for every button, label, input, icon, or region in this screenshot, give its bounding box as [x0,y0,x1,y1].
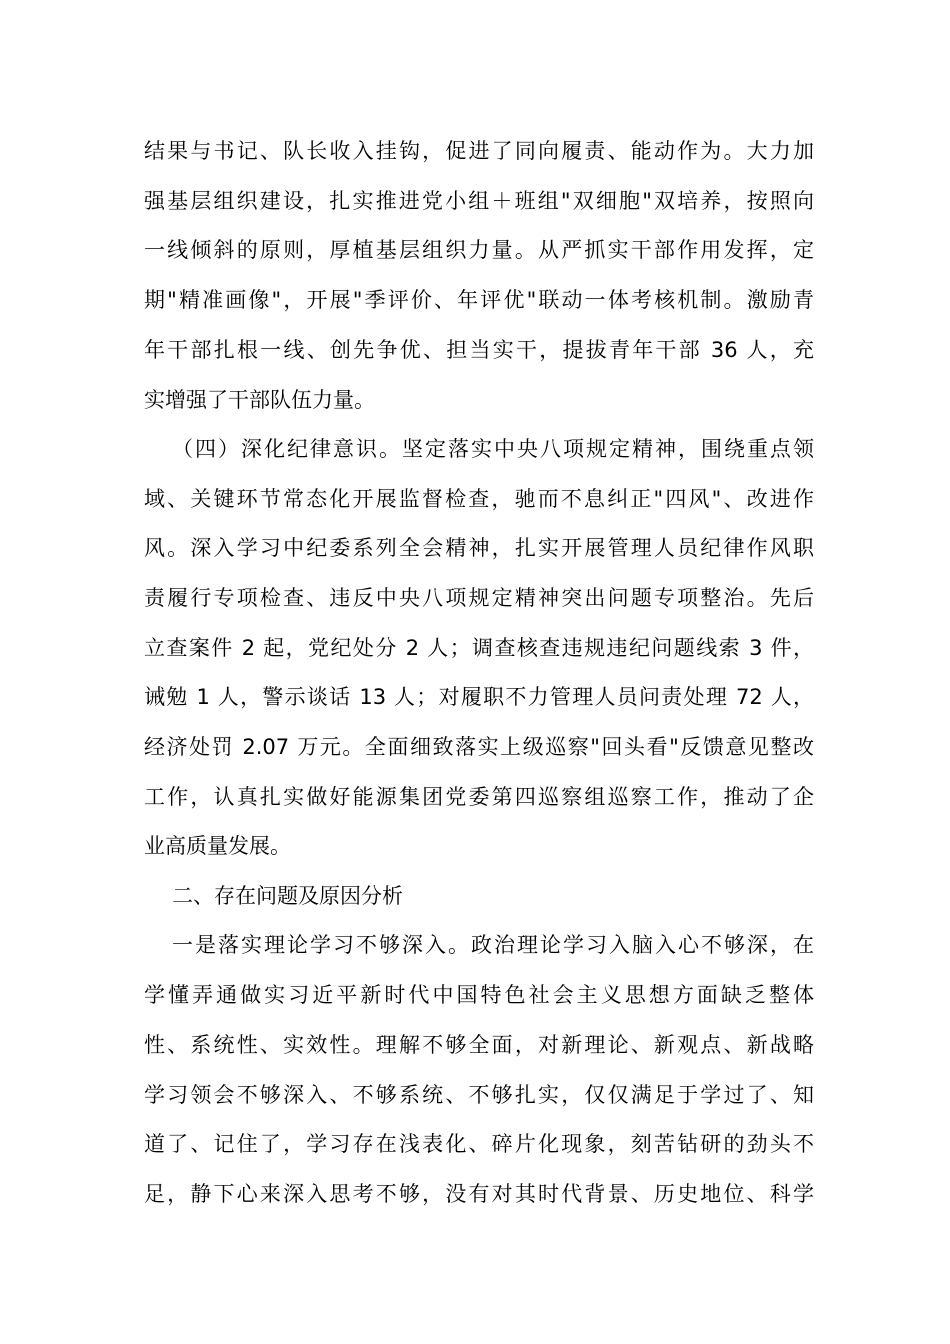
text-line: 一线倾斜的原则，厚植基层组织力量。从严抓实干部作用发挥，定 [144,238,814,262]
text-line: 足，静下心来深入思考不够，没有对其时代背景、历史地位、科学 [144,1182,814,1206]
text-line: 年干部扎根一线、创先争优、担当实干，提拔青年干部 36 人，充 [144,338,814,362]
text-line: 学懂弄通做实习近平新时代中国特色社会主义思想方面缺乏整体 [144,983,814,1007]
text-line: 期"精准画像"，开展"季评价、年评优"联动一体考核机制。激励青 [144,288,814,312]
text-line: 风。深入学习中纪委系列全会精神，扎实开展管理人员纪律作风职 [144,536,814,560]
text-line: 学习领会不够深入、不够系统、不够扎实，仅仅满足于学过了、知 [144,1083,814,1107]
text-line: 责履行专项检查、违反中央八项规定精神突出问题专项整治。先后 [144,586,814,610]
text-line: 业高质量发展。 [144,834,291,858]
text-line: 经济处罚 2.07 万元。全面细致落实上级巡察"回头看"反馈意见整改 [144,735,814,759]
text-line: 结果与书记、队长收入挂钩，促进了同向履责、能动作为。大力加 [144,139,814,163]
text-line: 道了、记住了，学习存在浅表化、碎片化现象，刻苦钻研的劲头不 [144,1132,814,1156]
paragraph-start-line: （四）深化纪律意识。坚定落实中央八项规定精神，围绕重点领 [172,437,814,461]
section-heading: 二、存在问题及原因分析 [172,884,403,908]
text-line: 诫勉 1 人，警示谈话 13 人；对履职不力管理人员问责处理 72 人， [144,685,814,709]
text-line: 实增强了干部队伍力量。 [144,388,375,412]
text-line: 工作，认真扎实做好能源集团党委第四巡察组巡察工作，推动了企 [144,785,814,809]
paragraph-start-line: 一是落实理论学习不够深入。政治理论学习入脑入心不够深，在 [172,933,814,957]
text-line: 立查案件 2 起，党纪处分 2 人；调查核查违规违纪问题线索 3 件， [144,636,814,660]
text-line: 性、系统性、实效性。理解不够全面，对新理论、新观点、新战略 [144,1033,814,1057]
text-line: 域、关键环节常态化开展监督检查，驰而不息纠正"四风"、改进作 [144,487,814,511]
text-line: 强基层组织建设，扎实推进党小组＋班组"双细胞"双培养，按照向 [144,189,814,213]
